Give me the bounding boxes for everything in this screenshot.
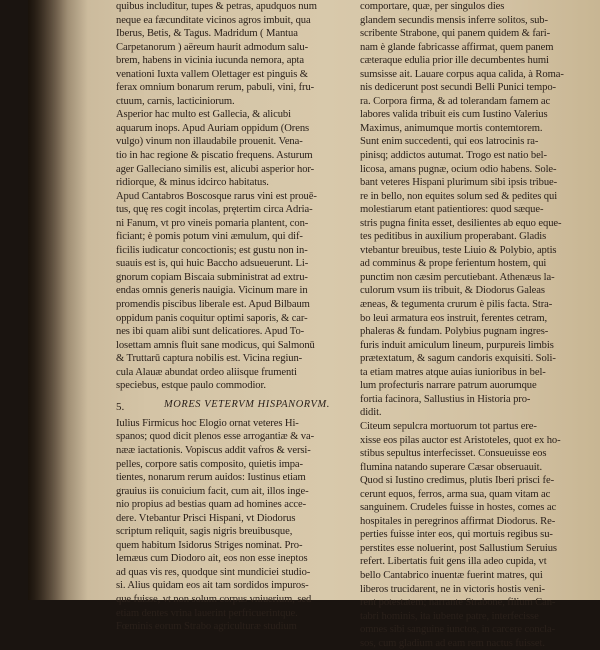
section-heading: MORES VETERVM HISPANORVM. [164,398,330,410]
right-column [360,0,596,650]
text-line: tabri hominis, ita iubente patre, interfecisse [360,610,539,622]
text-line: cæteraque edulia prior ille decumbentes humi [360,55,549,67]
text-line: stibus sepultus interfecisset. Consueuisse eos [360,448,547,460]
text-line: liberos trucidarent, ne in victoris hostis veni- [360,583,545,595]
text-line: ra. Corpora firma, & ad tolerandam famem ac [360,95,551,107]
text-line: venationi Iuxta vallem Olettager est pinguis & [116,68,308,80]
text-line: spanos; quod dicit plenos esse arrogantiæ & va- [116,431,315,443]
text-line: Iulius Firmicus hoc Elogio ornat veteres Hi- [116,417,299,429]
text-line: culorum vsum iis tribuit, & Diodorus Galeas [360,285,545,297]
text-line: ficilis iudicatur concoctionis; est gustu non in- [116,244,308,256]
text-line: brem, habens in vicinia iucunda nemora, apta [116,55,304,67]
text-line: Maximus, animumque mortis contemtorem. [360,122,543,134]
text-line: gnorum copiam Biscaia subministrat ad extru- [116,271,308,283]
text-line: ad comminus & prope ferientum hostem, qui [360,258,547,270]
text-line: Sunt enim succedenti, qui eos latrocinis ra- [360,136,539,148]
text-line: sos, cum gladium ad eam rem nactus fuisset. [360,637,545,649]
text-line: quem habitum Isidorus Striges nominat. Pro- [116,539,303,551]
text-line: si. Alius quidam eos ait tam sordidos impuros- [116,580,309,592]
text-line: perstites esse noluerint, post Sallustium Seruius [360,542,557,554]
text-line: hospitales in peregrinos affirmat Diodorus. Re- [360,515,556,527]
text-line: didit. [360,407,382,419]
text-line: rent potestatem; narrante Strabone, filium Can- [360,597,556,609]
text-line: labores valida tribuit eis cum Iustino Valerius [360,109,548,121]
text-line: dere. Vtebantur Prisci Hispani, vt Diodorus [116,512,296,524]
text-line: & Truttarū captura nobilis est. Vicina regiun- [116,353,303,365]
text-line: Quod si Iustino credimus, plutis Iberi prisci fe- [360,475,554,487]
text-line: Citeum sepulcra mortuorum tot partus ere- [360,420,537,432]
text-line: cerunt equos, ferros, arma sua, quam vitam ac [360,488,551,500]
text-line: nio propius ad bestias quam ad homines acce- [116,499,307,511]
text-line: que fuisse, vt non solum corpus vniuerium, sed [116,593,312,605]
text-line: aquarum inops. Apud Auriam oppidum (Orens [116,122,310,134]
text-line: pinisq; addictos autumat. Trogo est natio bel- [360,150,547,162]
text-line: suauis est is, qui huic Baccho adsueuerunt. Li- [116,258,309,270]
text-line: scribente Strabone, qui panem quidem & fari- [360,28,551,40]
section-marker: 5. [116,401,125,413]
text-line: tio in hac regione & piscatio frequens. Asturum [116,150,313,162]
text-line: neque ea fæcunditate vicinos agros imbuit, qua [116,14,311,26]
text-line: nis dedicerunt post secundi Belli Punici tempo- [360,82,556,94]
text-line: nææ iactationis. Vopiscus addit vafros & versi- [116,444,311,456]
text-line: ad quas vis res, quodque sint mundiciei studio- [116,566,311,578]
text-line: bello Cantabrico inuentæ fuerint matres, qui [360,569,543,581]
text-line: phaleras & fundam. Polybius pugnam ingres- [360,326,549,338]
text-line: promendis piscibus liberale est. Apud Bilbaum [116,299,310,311]
text-line: nes ibi quam alibi sunt delicatiores. Apud To- [116,326,305,338]
text-line: punctim non cæsim percutiebant. Athenæus la- [360,271,555,283]
text-line: omnes sibi sanguine iunctos, in carcere concla- [360,624,556,636]
text-line: quibus includitur, tupes & petras, apudquos num [116,1,317,12]
text-line: scriptum reliquit, sagis nigris breuibusque, [116,526,293,538]
text-line: bo leui armatura eos instruit, ferentes cetram, [360,312,548,324]
text-line: comportare, quæ, per singulos dies [360,1,505,12]
text-line: ni Fanum, vt pro vineis pomaria plantent, con- [116,217,309,229]
text-line: ctuum, carnis, lacticiniorum. [116,95,235,107]
text-line: flumina natando superare Cæsar obseruauit. [360,461,543,473]
text-line: refert. Libertatis fuit gens illa adeo cupida, vt [360,556,547,568]
text-line: cula Alauæ abundat ordeo aliisque frumenti [116,366,297,378]
text-line: ficiant; è pomis potum vini æmulum, qui dif- [116,231,303,243]
text-line: prætextatum, & sagum candoris exquisiti. Soli- [360,353,556,365]
text-line: ferax omnium bonarum rerum, pabuli, vini, fru- [116,82,315,94]
text-line: æneas, & tegumenta crurum è pilis facta. Stra- [360,299,553,311]
text-line: Iberus, Betis, & Tagus. Madridum ( Mantua [116,28,298,40]
text-line: nam è glande fabricasse affirmat, quem panem [360,41,554,53]
text-line: vtebantur breuibus, teste Liuio & Polybio, aptis [360,244,557,256]
text-line: ager Galleciano similis est, alicubi asperior hor- [116,163,315,175]
text-line: Apud Cantabros Boscosque rarus vini est prouē- [116,190,317,202]
text-line: endas omnis generis nauigia. Vicinum mare in [116,285,308,297]
left-column [116,0,378,634]
text-line: lemæus cum Diodoro ait, eos non esse ineptos [116,553,308,565]
text-line: grauius iis conuicium facit, cum ait, illos inge- [116,485,309,497]
text-line: furis induit amiculum lineum, purpureis limbis [360,339,554,351]
text-line: sumsisse ait. Lauare corpus aqua calida, à Roma- [360,68,564,80]
text-line: Asperior hac multo est Gallecia, & alicubi [116,109,291,121]
text-line: ta etiam matres atque auias iunioribus in bel- [360,366,546,378]
text-line: bant veteres Hispani plurimum sibi ipsis tribue- [360,177,558,189]
text-line: oppidum panis coquitur optimi saporis, & car- [116,312,308,324]
text-line: etiam dentes vrina lauerint perfricuerintque. [116,607,298,619]
text-line: tes peditibus in auxilium properabant. Gladis [360,231,547,243]
text-line: licosa, amans pugnæ, ocium odio habens. Sole- [360,163,557,175]
text-line: Fœminis eorum Strabo agriculturæ studium [116,621,297,633]
text-line: perties fuisse inter eos, qui mortuis regibus su- [360,529,553,541]
text-line: speciebus, estque paulo commodior. [116,380,266,392]
text-line: sanguinem. Crudeles fuisse in hostes, comes ac [360,502,557,514]
text-line: re in bello, non equites solum sed & pedites qui [360,190,558,202]
text-line: pelles, corpore satis composito, quietis impa- [116,458,303,470]
text-line: tientes, nonarum rerum auidos: Iustinus etiam [116,472,306,484]
text-line: tus, quę res cogit incolas, prętertim circa Adria- [116,204,313,216]
text-line: glandem secundis mensis inferre solitos, sub- [360,14,548,26]
text-line: losettam amnis fluit sane modicus, qui Salmonū [116,339,315,351]
book-page [28,0,600,649]
text-line: stris pugna finita esset, desilientes ab equo eque- [360,217,562,229]
page-gutter-shadow [28,0,88,600]
text-line: molestiarum etant patientiores: quod sæque- [360,204,544,216]
text-line: ridiorque, & minus idcirco habitatus. [116,177,269,189]
text-line: lum profecturis narrare patrum auorumque [360,380,537,392]
text-line: fortia facinora, Sallustius in Historia pro- [360,393,531,405]
text-line: Carpetanorum ) aëreum haurit admodum salu- [116,41,309,53]
text-line: xisse eos pilas auctor est Aristoteles, quot ex ho- [360,434,561,446]
text-line: vulgo) vinum non illaudabile prouenit. Vena- [116,136,303,148]
